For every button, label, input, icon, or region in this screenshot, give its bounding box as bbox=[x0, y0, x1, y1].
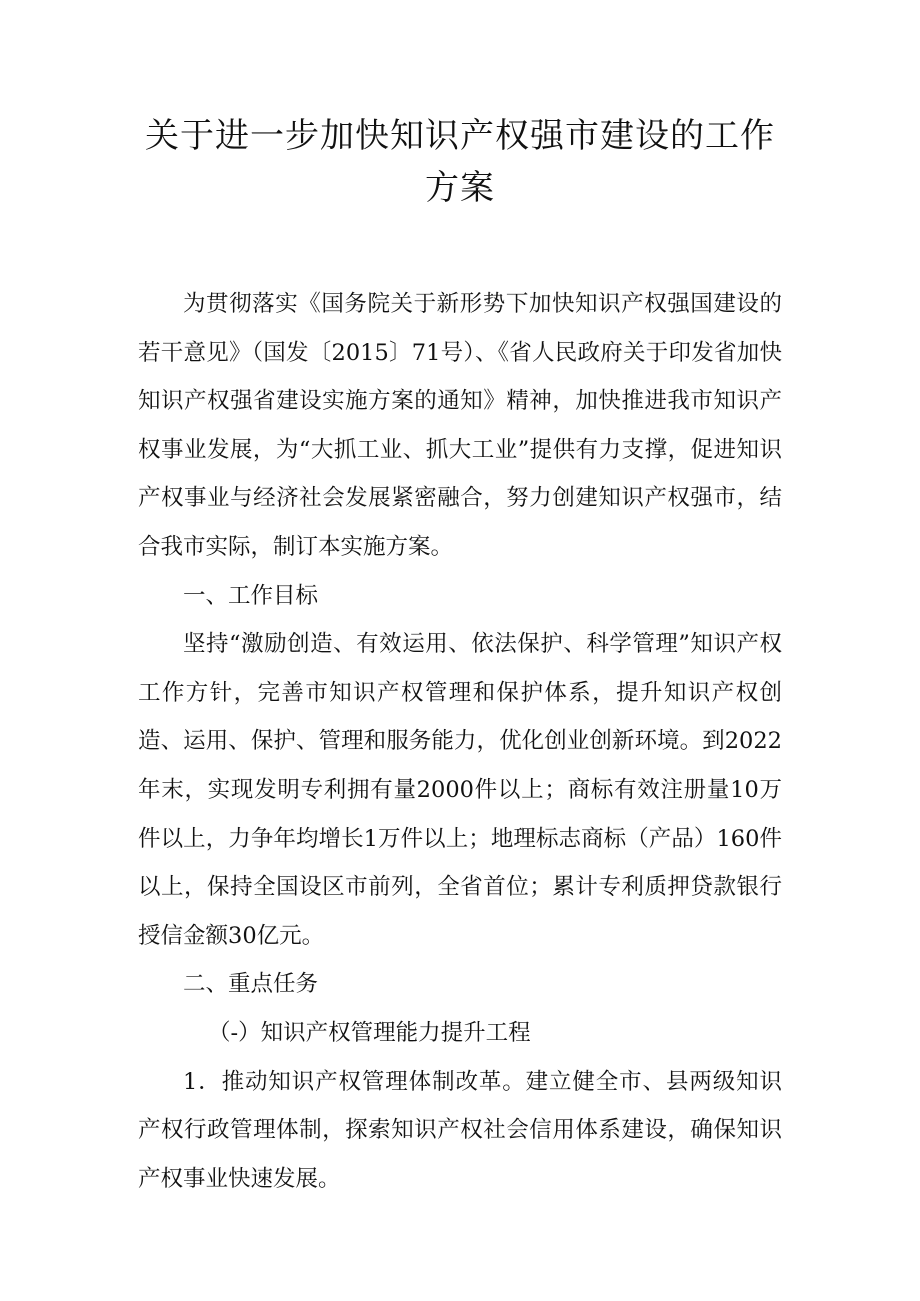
intro-paragraph: 为贯彻落实《国务院关于新形势下加快知识产权强国建设的若干意见》（国发〔2015〕71号）、《省人民政府关于印发省加快知识产权强省建设实施方案的通知》精神，加快推进我市知识产权事业发展，为“大抓工业、抓大工业”提供有力支撑，促进知识产权事业与经济社会发展紧密融合，努力创建知识产权强市，结合我市实际，制订本实施方案。 bbox=[138, 291, 782, 560]
goals-paragraph: 坚持“激励创造、有效运用、依法保护、科学管理”知识产权工作方针，完善市知识产权管理和保护体系，提升知识产权创造、运用、保护、管理和服务能力，优化创业创新环境。到2022年末，实现发明专利拥有量2000件以上；商标有效注册量10万件以上，力争年均增长1万件以上；地理标志商标（产品）160件以上，保持全国设区市前列，全省首位；累计专利质押贷款银行授信金额30亿元。 bbox=[138, 631, 782, 949]
section-heading-tasks: 二、重点任务 bbox=[183, 971, 319, 998]
task-item-1-paragraph: 1．推动知识产权管理体制改革。建立健全市、县两级知识产权行政管理体制，探索知识产权社会信用体系建设，确保知识产权事业快速发展。 bbox=[138, 1068, 782, 1192]
subsection-heading-management: （-）知识产权管理能力提升工程 bbox=[208, 1019, 531, 1046]
document-title: 关于进一步加快知识产权强市建设的工作方案 bbox=[145, 116, 775, 208]
section-heading-goals: 一、工作目标 bbox=[183, 582, 319, 609]
